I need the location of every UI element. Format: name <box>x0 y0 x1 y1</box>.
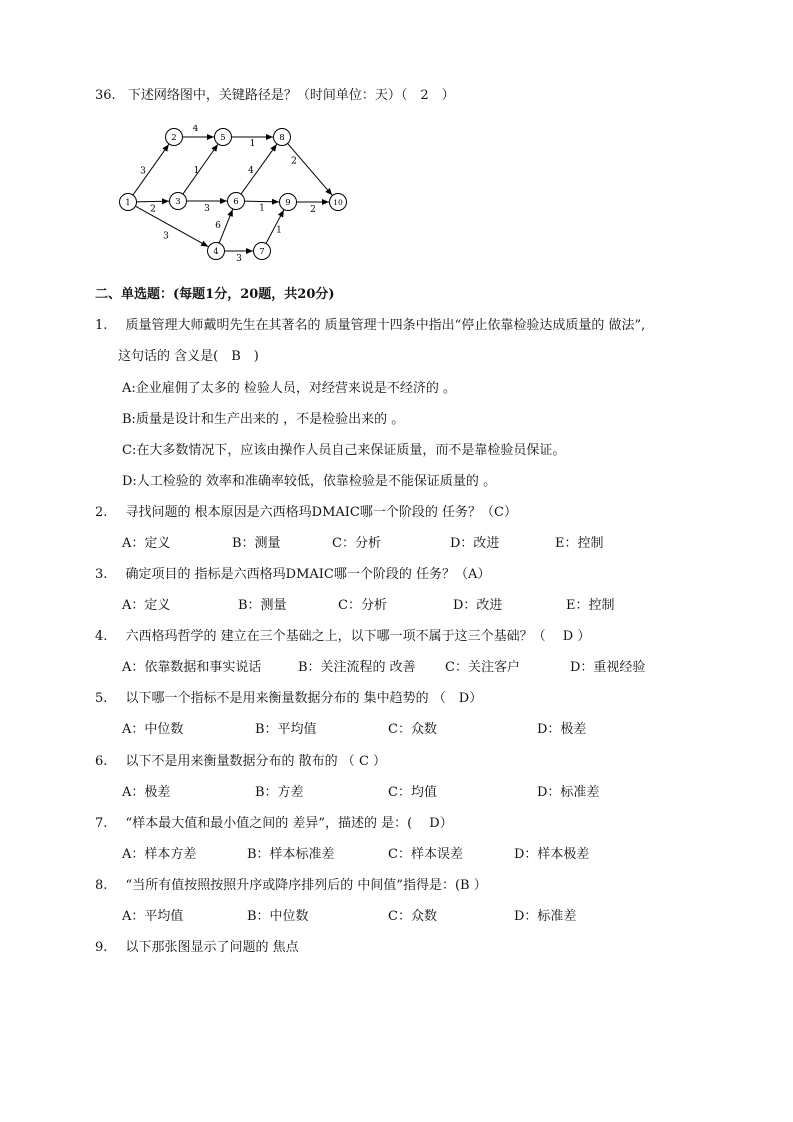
question-number: 7. <box>95 816 108 831</box>
question-number: 1. <box>95 318 108 333</box>
q1-option-c: C:在大多数情况下，应该由操作人员自己来保证质量，而不是靠检验员保证。 <box>122 443 566 458</box>
q3-option-b: B：测量 <box>238 598 287 613</box>
edge-weight-3-5: 1 <box>193 166 200 176</box>
question-9 <box>95 940 299 956</box>
q7-option-b: B：样本标准差 <box>247 847 335 862</box>
edge-weight-3-6: 3 <box>204 204 210 214</box>
node-label-1: 1 <box>125 198 131 208</box>
edge-1-4 <box>135 206 208 246</box>
q2-option-d: D：改进 <box>450 536 500 551</box>
question-2 <box>95 505 517 521</box>
question-number: 5. <box>95 691 108 706</box>
question-text: “样本最大值和最小值之间的 差异”，描述的 是：( D） <box>125 816 453 831</box>
edge-weight-1-2: 3 <box>140 166 146 177</box>
edge-weight-1-3: 2 <box>150 204 156 215</box>
node-label-4: 4 <box>213 247 219 257</box>
question-number: 6. <box>95 754 108 769</box>
section-title: 二、单选题：(每题1分，20题，共20分) <box>95 287 335 302</box>
q8-option-b: B：中位数 <box>247 909 309 924</box>
q7-option-d: D：样本极差 <box>514 847 590 862</box>
question-number: 2. <box>95 505 108 520</box>
node-label-8: 8 <box>279 133 285 143</box>
node-label-2: 2 <box>171 133 177 143</box>
question-8 <box>95 878 487 894</box>
q5-option-c: C：众数 <box>388 722 437 737</box>
q4-option-b: B：关注流程的 改善 <box>298 660 416 675</box>
q8-option-c: C：众数 <box>388 909 437 924</box>
q3-option-a: A：定义 <box>122 598 171 613</box>
question-1 <box>95 318 645 334</box>
q8-option-d: D：标准差 <box>514 909 577 924</box>
question-4 <box>95 629 590 645</box>
edge-1-2 <box>133 144 169 195</box>
edge-weight-5-8: 1 <box>249 139 256 149</box>
q6-option-d: D：标准差 <box>537 785 600 800</box>
question-7 <box>95 816 453 832</box>
q3-option-d: D：改进 <box>453 598 503 613</box>
q36-line <box>95 88 455 104</box>
edge-6-9 <box>244 201 279 202</box>
edge-weight-4-7: 3 <box>236 254 242 264</box>
q7-option-c: C：样本误差 <box>388 847 463 862</box>
q3-option-e: E：控制 <box>566 598 615 613</box>
node-label-3: 3 <box>175 197 181 207</box>
q8-option-a: A：平均值 <box>122 909 184 924</box>
network-diagram <box>110 125 350 270</box>
q36-number: 36. <box>95 88 116 103</box>
edge-6-8 <box>241 144 277 194</box>
node-label-6: 6 <box>233 197 239 207</box>
question-text: 质量管理大师戴明先生在其著名的 质量管理十四条中指出“停止依靠检验达成质量的 做法”, <box>125 318 646 333</box>
question-1-cont: 这句话的 含义是( B ) <box>118 349 259 364</box>
node-label-5: 5 <box>220 133 226 143</box>
q6-option-a: A：极差 <box>122 785 171 800</box>
q4-option-c: C：关注客户 <box>445 660 520 675</box>
edge-weight-1-4: 3 <box>163 231 169 242</box>
q5-option-b: B：平均值 <box>255 722 317 737</box>
edge-8-10 <box>288 143 333 195</box>
q7-option-a: A：样本方差 <box>122 847 197 862</box>
q1-option-d: D:人工检验的 效率和准确率较低，依靠检验是不能保证质量的 。 <box>122 474 497 489</box>
q2-option-c: C：分析 <box>332 536 381 551</box>
question-number: 3. <box>95 567 108 582</box>
edge-weight-7-9: 1 <box>276 225 282 236</box>
question-text: 以下那张图显示了问题的 焦点 <box>125 940 299 955</box>
question-text: 确定项目的 指标是六西格玛DMAIC哪一个阶段的 任务？（A） <box>125 567 491 582</box>
q4-option-d: D：重视经验 <box>570 660 646 675</box>
question-text: 寻找问题的 根本原因是六西格玛DMAIC哪一个阶段的 任务？（C） <box>125 505 517 520</box>
q6-option-c: C：均值 <box>388 785 437 800</box>
q2-option-a: A：定义 <box>122 536 171 551</box>
edge-3-5 <box>183 144 218 194</box>
q5-option-d: D：极差 <box>537 722 587 737</box>
question-text: 以下不是用来衡量数据分布的 散布的 （ C ） <box>125 754 387 769</box>
q1-option-a: A:企业雇佣了太多的 检验人员，对经营来说是不经济的 。 <box>122 381 457 396</box>
node-label-9: 9 <box>285 198 291 208</box>
q4-option-a: A：依靠数据和事实说话 <box>122 660 262 675</box>
question-6 <box>95 754 386 770</box>
edge-1-3 <box>136 201 169 202</box>
q2-option-b: B：测量 <box>232 536 281 551</box>
q3-option-c: C：分析 <box>338 598 387 613</box>
q36-text: 下述网络图中，关键路径是？（时间单位：天）（ 2 ） <box>127 88 455 103</box>
question-text: 六西格玛哲学的 建立在三个基础之上，以下哪一项不属于这三个基础？（ D ） <box>125 629 591 644</box>
edge-weight-9-10: 2 <box>310 205 316 215</box>
node-label-10: 10 <box>333 198 343 207</box>
question-number: 9. <box>95 940 108 955</box>
question-3 <box>95 567 490 583</box>
q2-option-e: E：控制 <box>555 536 604 551</box>
node-label-7: 7 <box>259 247 265 257</box>
question-text: 以下哪一个指标不是用来衡量数据分布的 集中趋势的 （ D） <box>125 691 483 706</box>
edge-weight-8-10: 2 <box>291 156 297 167</box>
q5-option-a: A：中位数 <box>122 722 184 737</box>
edge-weight-2-5: 4 <box>192 125 199 134</box>
question-number: 4. <box>95 629 108 644</box>
question-5 <box>95 691 482 707</box>
question-text: “当所有值按照按照升序或降序排列后的 中间值”指得是：(B ） <box>125 878 487 893</box>
edge-weight-6-9: 1 <box>259 203 265 214</box>
q1-option-b: B:质量是设计和生产出来的 ，不是检验出来的 。 <box>122 412 405 427</box>
edge-weight-4-6: 6 <box>215 221 221 231</box>
edge-4-6 <box>219 209 233 243</box>
edge-weight-6-8: 4 <box>248 166 254 176</box>
q6-option-b: B：方差 <box>255 785 304 800</box>
question-number: 8. <box>95 878 108 893</box>
